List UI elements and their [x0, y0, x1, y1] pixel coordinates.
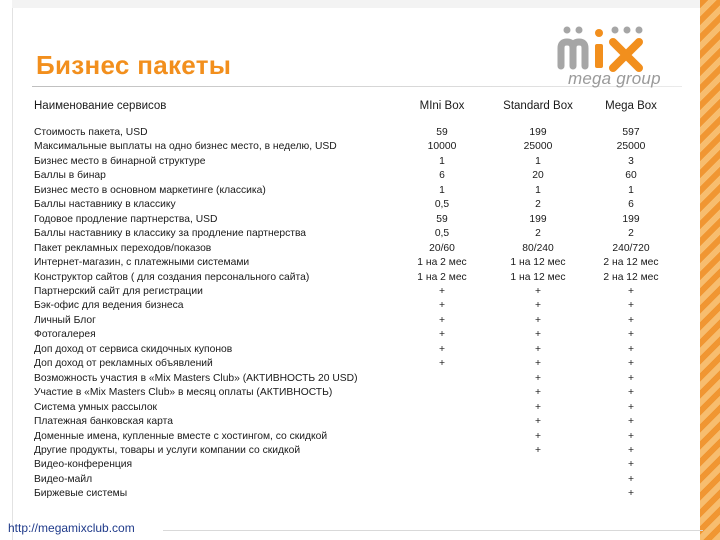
service-name-cell: Баллы в бинар — [34, 170, 106, 182]
standard-box-cell: 2 — [535, 199, 541, 211]
mega-box-cell: 60 — [625, 170, 637, 182]
table-row — [34, 213, 661, 227]
mega-box-cell: 2 на 12 мес — [603, 271, 659, 283]
service-name-cell: Видео-майл — [34, 473, 93, 485]
standard-box-cell: 199 — [529, 127, 547, 138]
logo-dot — [595, 29, 603, 37]
mini-box-cell: 6 — [439, 170, 445, 182]
packages-table — [34, 100, 661, 502]
mini-box-cell: 1 — [439, 184, 445, 196]
standard-box-cell: + — [534, 314, 541, 326]
service-name-cell: Возможность участия в «Mix Masters Club» (АКТИВНОСТЬ 20 USD) — [34, 372, 358, 384]
table-row — [34, 169, 661, 183]
mini-box-cell: 1 на 2 мес — [417, 271, 467, 283]
header-standard-box: Standard Box — [503, 100, 573, 112]
service-name-cell: Видео-конференция — [34, 459, 133, 471]
service-name-cell: Баллы наставнику в классику — [34, 199, 176, 211]
table-row — [34, 357, 661, 371]
mega-box-cell: + — [627, 343, 634, 355]
logo-dot — [636, 27, 643, 34]
logo-dot — [624, 27, 631, 34]
mega-box-cell: 2 на 12 мес — [603, 257, 659, 269]
table-row — [34, 227, 661, 241]
mini-box-cell: 59 — [436, 213, 448, 225]
standard-box-cell: + — [534, 358, 541, 370]
service-name-cell: Система умных рассылок — [34, 401, 158, 413]
mini-box-cell — [409, 473, 475, 487]
mega-box-cell: + — [627, 314, 634, 326]
mini-box-cell: + — [438, 300, 445, 312]
table-row — [34, 328, 661, 342]
mini-box-cell: + — [438, 329, 445, 341]
table-row — [34, 386, 661, 400]
mini-box-cell: 10000 — [427, 141, 457, 153]
service-name-cell: Доменные имена, купленные вместе с хостингом, со скидкой — [34, 430, 328, 442]
table-row — [34, 155, 661, 169]
standard-box-cell: 80/240 — [522, 242, 554, 254]
standard-box-cell: + — [534, 300, 541, 312]
table-row — [34, 444, 661, 458]
standard-box-cell — [475, 473, 601, 487]
mega-box-cell: 597 — [622, 127, 640, 138]
service-name-cell: Стоимость пакета, USD — [34, 127, 148, 138]
mega-box-cell: + — [627, 387, 634, 399]
service-name-cell: Доп доход от сервиса скидочных купонов — [34, 343, 233, 355]
mini-box-cell — [409, 386, 475, 400]
mega-box-cell: + — [627, 459, 634, 471]
mega-box-cell: 2 — [628, 228, 634, 240]
table-row — [34, 430, 661, 444]
service-name-cell: Участие в «Mix Masters Club» в месяц оплаты (АКТИВНОСТЬ) — [34, 387, 333, 399]
footer-divider — [163, 530, 703, 531]
mini-box-cell: 0,5 — [434, 199, 450, 211]
page-title: Бизнес пакеты — [36, 50, 232, 80]
mega-box-cell: + — [627, 329, 634, 341]
standard-box-cell — [475, 458, 601, 472]
standard-box-cell: + — [534, 401, 541, 413]
mega-box-cell: + — [627, 372, 634, 384]
service-name-cell: Платежная банковская карта — [34, 416, 173, 428]
standard-box-cell: + — [534, 343, 541, 355]
table-row — [34, 184, 661, 198]
service-name-cell: Личный Блог — [34, 314, 96, 326]
mix-logo — [555, 24, 665, 104]
service-name-cell: Баллы наставнику в классику за продление партнерства — [34, 228, 307, 240]
mega-box-cell: + — [627, 300, 634, 312]
standard-box-cell — [475, 487, 601, 501]
header-mini-box: MIni Box — [419, 100, 465, 112]
service-name-cell: Фотогалерея — [34, 329, 96, 341]
standard-box-cell: + — [534, 416, 541, 428]
mini-box-cell — [409, 458, 475, 472]
mini-box-cell: + — [438, 343, 445, 355]
mini-box-cell: 1 на 2 мес — [417, 257, 467, 269]
table-row — [34, 415, 661, 429]
table-row — [34, 458, 661, 472]
standard-box-cell: + — [534, 430, 541, 442]
mini-box-cell — [409, 430, 475, 444]
standard-box-cell: 1 — [535, 155, 541, 167]
decorative-stripe — [700, 0, 720, 540]
table-row — [34, 285, 661, 299]
mega-box-cell: 199 — [622, 213, 640, 225]
logo-dot — [564, 27, 571, 34]
table-row — [34, 343, 661, 357]
service-name-cell: Бизнес место в бинарной структуре — [34, 155, 206, 167]
mega-box-cell: 6 — [628, 199, 634, 211]
mini-box-cell — [409, 401, 475, 415]
table-row — [34, 126, 661, 140]
mega-box-cell: 1 — [628, 184, 634, 196]
mega-box-cell: 25000 — [616, 141, 646, 153]
service-name-cell: Партнерский сайт для регистрации — [34, 285, 203, 297]
standard-box-cell: + — [534, 387, 541, 399]
slide-border-left — [12, 0, 13, 540]
mega-box-cell: + — [627, 444, 634, 456]
mega-box-cell: + — [627, 416, 634, 428]
mini-box-cell — [409, 444, 475, 458]
mega-box-cell: + — [627, 401, 634, 413]
service-name-cell: Биржевые системы — [34, 488, 128, 500]
service-name-cell: Бизнес место в основном маркетинге (классика) — [34, 184, 266, 196]
mini-box-cell: + — [438, 314, 445, 326]
mini-box-cell: 59 — [436, 127, 448, 138]
logo-dot — [576, 27, 583, 34]
header-services: Наименование сервисов — [34, 100, 167, 112]
table-row — [34, 256, 661, 270]
standard-box-cell: + — [534, 285, 541, 297]
mini-box-cell — [409, 372, 475, 386]
mega-box-cell: + — [627, 358, 634, 370]
logo-subtitle: mega group — [568, 69, 661, 88]
standard-box-cell: 25000 — [523, 141, 553, 153]
service-name-cell: Интернет-магазин, с платежными системами — [34, 257, 250, 269]
logo-x-glyph — [613, 42, 639, 68]
standard-box-cell: 1 на 12 мес — [510, 271, 566, 283]
header-mega-box: Mega Box — [605, 100, 657, 112]
service-name-cell: Максимальные выплаты на одно бизнес место, в неделю, USD — [34, 141, 337, 153]
table-row — [34, 401, 661, 415]
table-row — [34, 372, 661, 386]
table-row — [34, 314, 661, 328]
mini-box-cell: + — [438, 358, 445, 370]
standard-box-cell: 1 на 12 мес — [510, 257, 566, 269]
table-row — [34, 299, 661, 313]
logo-dot — [612, 27, 619, 34]
service-name-cell: Другие продукты, товары и услуги компании со скидкой — [34, 444, 301, 456]
mini-box-cell: 0,5 — [434, 228, 450, 240]
table-row — [34, 242, 661, 256]
table-row — [34, 140, 661, 154]
mega-box-cell: + — [627, 430, 634, 442]
standard-box-cell: + — [534, 372, 541, 384]
service-name-cell: Бэк-офис для ведения бизнеса — [34, 300, 184, 312]
mini-box-cell — [409, 487, 475, 501]
mega-box-cell: + — [627, 488, 634, 500]
service-name-cell: Годовое продление партнерства, USD — [34, 213, 218, 225]
mega-box-cell: 3 — [628, 155, 634, 167]
table-row — [34, 473, 661, 487]
table-row — [34, 487, 661, 501]
mini-box-cell: 1 — [439, 155, 445, 167]
standard-box-cell: 20 — [532, 170, 544, 182]
standard-box-cell: + — [534, 444, 541, 456]
standard-box-cell: 2 — [535, 228, 541, 240]
standard-box-cell: 1 — [535, 184, 541, 196]
table-row — [34, 271, 661, 285]
mini-box-cell — [409, 415, 475, 429]
table-header-row — [34, 100, 661, 116]
mini-box-cell: + — [438, 285, 445, 297]
logo-m-glyph — [561, 42, 585, 66]
footer-link[interactable]: http://megamixclub.com — [8, 521, 135, 535]
mega-box-cell: 240/720 — [612, 242, 650, 254]
table-row — [34, 198, 661, 212]
service-name-cell: Доп доход от рекламных объявлений — [34, 358, 213, 370]
standard-box-cell: + — [534, 329, 541, 341]
slide-top-band — [12, 0, 712, 8]
service-name-cell: Пакет рекламных переходов/показов — [34, 242, 212, 254]
mega-box-cell: + — [627, 285, 634, 297]
standard-box-cell: 199 — [529, 213, 547, 225]
logo-i-glyph — [595, 44, 603, 68]
service-name-cell: Конструктор сайтов ( для создания персонального сайта) — [34, 271, 310, 283]
mini-box-cell: 20/60 — [429, 242, 455, 254]
mega-box-cell: + — [627, 473, 634, 485]
